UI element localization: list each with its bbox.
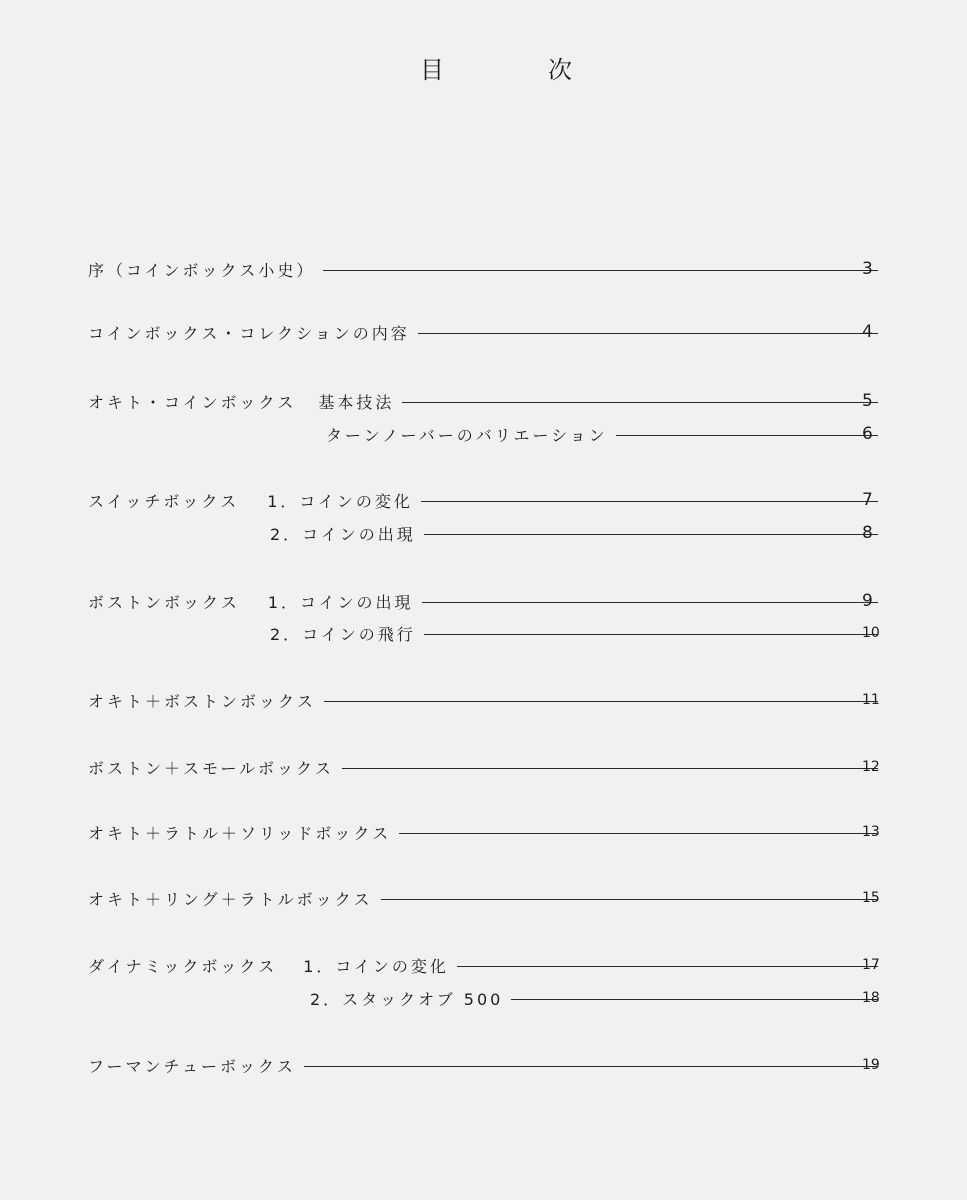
entry-title: オキト＋ラトル＋ソリッドボックス	[88, 823, 392, 843]
toc-entry[interactable]	[270, 521, 888, 545]
dotted-leader	[457, 966, 878, 967]
entry-title: オキト＋ボストンボックス	[88, 691, 316, 711]
page-number: 13	[862, 824, 880, 840]
dotted-leader	[422, 602, 878, 603]
page-number: 19	[862, 1057, 880, 1073]
dotted-leader	[323, 270, 878, 271]
entry-subtitle: 基本技法	[318, 392, 395, 412]
entry-subtitle: 2．スタックオブ 500	[310, 989, 504, 1009]
dotted-leader	[381, 899, 878, 900]
toc-entry[interactable]	[88, 589, 888, 613]
entry-subtitle: 1．コインの出現	[267, 592, 414, 612]
toc-entry[interactable]	[88, 488, 888, 512]
entry-title: ダイナミックボックス	[88, 956, 278, 976]
toc-entry[interactable]	[88, 688, 888, 712]
page-number: 8	[862, 523, 873, 543]
toc-entry[interactable]	[88, 886, 888, 910]
dotted-leader	[324, 701, 878, 702]
dotted-leader	[402, 402, 878, 403]
entry-subtitle: 1．コインの変化	[267, 491, 413, 511]
toc-entry[interactable]	[310, 986, 888, 1010]
page-number: 12	[862, 759, 880, 775]
page-number: 17	[862, 957, 880, 973]
page-number: 9	[862, 591, 873, 611]
toc-entry[interactable]	[88, 1053, 888, 1077]
dotted-leader	[304, 1066, 878, 1067]
entry-title: スイッチボックス	[88, 491, 240, 511]
entry-subtitle: ターンノーバーのバリエーション	[326, 425, 608, 445]
entry-title: ボストン＋スモールボックス	[88, 758, 334, 778]
entry-subtitle: 1．コインの変化	[303, 956, 449, 976]
entry-subtitle: 2．コインの出現	[270, 524, 416, 544]
toc-entry[interactable]	[88, 820, 888, 844]
toc-entry[interactable]	[88, 389, 888, 413]
entry-title: オキト・コインボックス	[88, 392, 297, 412]
page-number: 10	[862, 625, 880, 641]
page-title: 目 次	[420, 56, 612, 84]
toc-entry[interactable]	[88, 257, 888, 281]
dotted-leader	[511, 999, 878, 1000]
toc-entry[interactable]	[270, 621, 888, 645]
dotted-leader	[399, 833, 878, 834]
page-number: 7	[862, 490, 873, 510]
entry-subtitle: 2．コインの飛行	[270, 624, 416, 644]
toc-entry[interactable]	[88, 320, 888, 344]
entry-title: オキト＋リング＋ラトルボックス	[88, 889, 373, 909]
entry-title: コインボックス・コレクションの内容	[88, 323, 410, 343]
dotted-leader	[421, 501, 878, 502]
page-number: 11	[862, 692, 880, 708]
page-number: 18	[862, 990, 880, 1006]
entry-title: フーマンチューボックス	[88, 1056, 296, 1076]
page-number: 15	[862, 890, 880, 906]
page-number: 3	[862, 259, 873, 279]
toc-entry[interactable]	[326, 422, 888, 446]
dotted-leader	[616, 435, 878, 436]
page-number: 5	[862, 391, 873, 411]
page-number: 4	[862, 322, 873, 342]
toc-entry[interactable]	[88, 755, 888, 779]
toc-entry[interactable]	[88, 953, 888, 977]
dotted-leader	[424, 634, 878, 635]
dotted-leader	[418, 333, 878, 334]
page-number: 6	[862, 424, 873, 444]
dotted-leader	[342, 768, 878, 769]
dotted-leader	[424, 534, 878, 535]
entry-title: ボストンボックス	[88, 592, 240, 612]
entry-title: 序（コインボックス小史）	[88, 260, 316, 280]
